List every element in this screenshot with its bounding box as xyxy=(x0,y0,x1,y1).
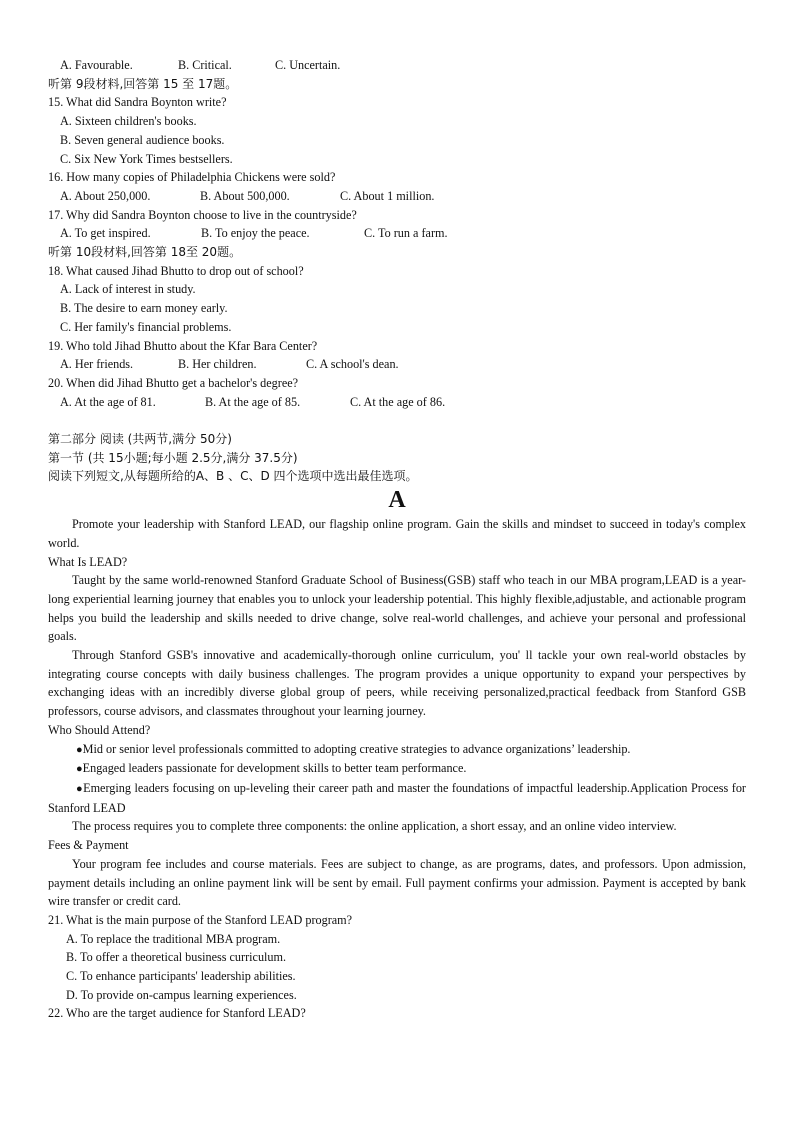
q21-option-b: B. To offer a theoretical business curriculum. xyxy=(66,950,287,965)
heading-who-should-attend: Who Should Attend? xyxy=(48,722,151,737)
q17-options xyxy=(48,224,746,243)
passage-letter: A xyxy=(388,487,406,514)
q17-option-b: B. To enjoy the peace. xyxy=(201,226,310,241)
heading-what-is-lead: What Is LEAD? xyxy=(48,554,128,569)
bullet-item xyxy=(48,740,746,760)
q18-stem: 18. What caused Jihad Bhutto to drop out of school? xyxy=(48,263,304,278)
q17-option-a: A. To get inspired. xyxy=(60,226,151,241)
q16-option-a: A. About 250,000. xyxy=(60,188,151,203)
q19-option-a: A. Her friends. xyxy=(60,357,134,372)
q21-option-d: D. To provide on-campus learning experiences. xyxy=(66,987,297,1002)
q21-option-a: A. To replace the traditional MBA program. xyxy=(66,931,281,946)
q18-option-c: C. Her family's financial problems. xyxy=(60,319,232,334)
section9-intro: 听第 9段材料,回答第 15 至 17题。 xyxy=(48,76,238,91)
q14-option-b: B. Critical. xyxy=(178,58,232,72)
q20-option-a: A. At the age of 81. xyxy=(60,394,156,409)
bullet-text: Mid or senior level professionals committed to adopting creative strategies to advance organizations’ leadership. xyxy=(82,741,631,756)
bullet-item xyxy=(48,759,746,779)
q20-stem: 20. When did Jihad Bhutto get a bachelor's degree? xyxy=(48,375,299,390)
q14-option-c: C. Uncertain. xyxy=(275,58,341,72)
q20-option-c: C. At the age of 86. xyxy=(350,394,446,409)
q17-option-c: C. To run a farm. xyxy=(364,226,448,241)
bullet-text: Engaged leaders passionate for development skills to better team performance. xyxy=(82,761,467,776)
q16-stem: 16. How many copies of Philadelphia Chickens were sold? xyxy=(48,170,336,185)
bullet-text: Emerging leaders focusing on up-leveling their career path and master the foundations of impactful leadership.Application Process for Stanford LEAD xyxy=(48,781,746,815)
paragraph-curriculum: Through Stanford GSB's innovative and academically-thorough online curriculum, you' ll tackle your own real-world obstacles by integrating course concepts with daily business challenges. The program provides a unique opportunity to expand your perspectives by exchanging ideas with an incredibly diverse global group of peers, while receiving personalized,practical feedback from Stanford GSB professors, course advisors, and classmates throughout your learning journey. xyxy=(48,648,746,719)
q15-option-b: B. Seven general audience books. xyxy=(60,132,225,147)
part2-instruction: 阅读下列短文,从每题所给的A、B 、C、D 四个选项中选出最佳选项。 xyxy=(48,469,418,484)
passage-intro: Promote your leadership with Stanford LEAD, our flagship online program. Gain the skills and mindset to succeed in today's complex world. xyxy=(48,517,746,550)
bullet-icon: ● xyxy=(76,763,83,776)
q15-stem: 15. What did Sandra Boynton write? xyxy=(48,95,227,110)
bullet-item xyxy=(48,779,746,817)
q20-options xyxy=(48,393,746,412)
q15-option-a: A. Sixteen children's books. xyxy=(60,114,197,129)
q18-option-b: B. The desire to earn money early. xyxy=(60,301,228,316)
part2-section1: 第一节 (共 15小题;每小题 2.5分,满分 37.5分) xyxy=(48,450,298,465)
section10-intro: 听第 10段材料,回答第 18至 20题。 xyxy=(48,245,242,260)
q21-stem: 21. What is the main purpose of the Stanford LEAD program? xyxy=(48,912,353,927)
q21-option-c: C. To enhance participants' leadership abilities. xyxy=(66,969,296,984)
part2-title: 第二部分 阅读 (共两节,满分 50分) xyxy=(48,432,232,447)
q22-stem: 22. Who are the target audience for Stanford LEAD? xyxy=(48,1006,306,1021)
q14-option-a: A. Favourable. xyxy=(60,58,133,72)
q14-options xyxy=(48,56,746,75)
q17-stem: 17. Why did Sandra Boynton choose to live in the countryside? xyxy=(48,207,357,222)
q18-option-a: A. Lack of interest in study. xyxy=(60,282,196,297)
q16-options xyxy=(48,187,746,206)
q19-stem: 19. Who told Jihad Bhutto about the Kfar Bara Center? xyxy=(48,338,318,353)
q20-option-b: B. At the age of 85. xyxy=(205,394,301,409)
q19-options xyxy=(48,355,746,374)
q15-option-c: C. Six New York Times bestsellers. xyxy=(60,151,233,166)
q16-option-b: B. About 500,000. xyxy=(200,188,290,203)
q19-option-c: C. A school's dean. xyxy=(306,357,399,372)
q16-option-c: C. About 1 million. xyxy=(340,188,435,203)
bullet-icon: ● xyxy=(76,743,83,756)
paragraph-fees: Your program fee includes and course materials. Fees are subject to change, as are programs, dates, and professors. Upon admission, payment details including an online payment link will be sent by email. Full payment confirms your admission. Payment is accepted by bank wire transfer or credit card. xyxy=(48,856,746,909)
paragraph-application-process: The process requires you to complete three components: the online application, a short essay, and an online video interview. xyxy=(72,819,677,834)
bullet-icon: ● xyxy=(76,783,84,795)
spacer xyxy=(48,411,746,430)
q19-option-b: B. Her children. xyxy=(178,357,257,372)
paragraph-what-is-lead: Taught by the same world-renowned Stanford Graduate School of Business(GSB) staff who teach in our MBA program,LEAD is a year-long experiential learning journey that enables you to unlock your leadership potential. This highly flexible,adjustable, and actionable program helps you build the leadership and skills needed to drive change, solve real-world challenges, and achieve your personal and professional goals. xyxy=(48,573,746,644)
heading-fees-payment: Fees & Payment xyxy=(48,838,129,853)
